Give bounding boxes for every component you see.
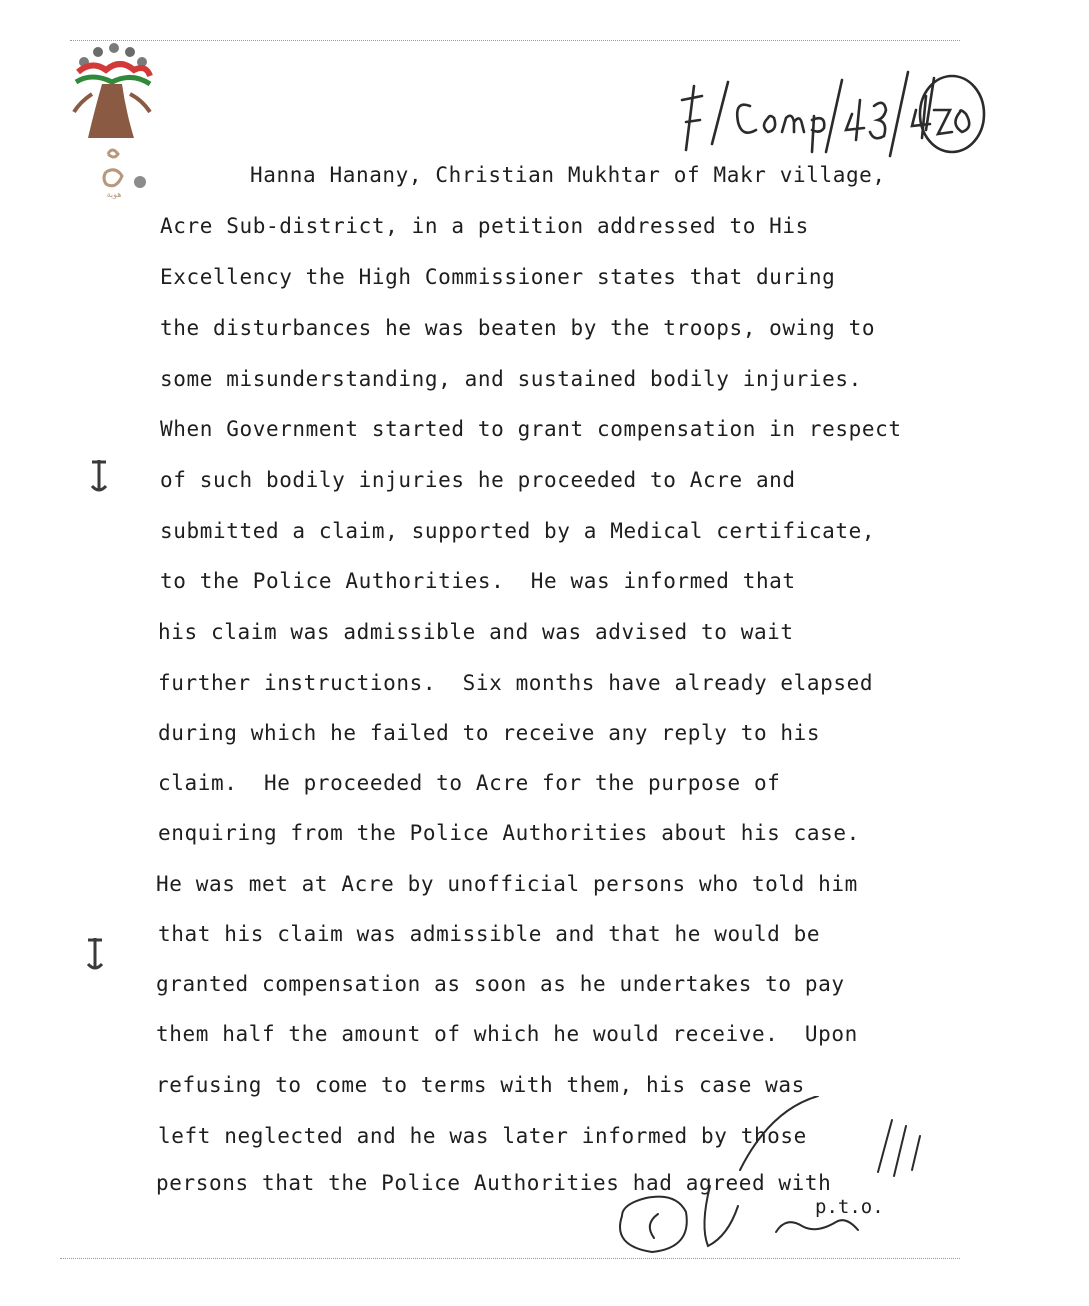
- paragraph-line: of such bodily injuries he proceeded to Acre and: [160, 468, 796, 492]
- reference-handwriting: [676, 60, 996, 170]
- tree-logo-icon: [62, 42, 162, 212]
- paragraph-line: Hanna Hanany, Christian Mukhtar of Makr village,: [250, 163, 886, 187]
- paragraph-line: left neglected and he was later informed by those: [158, 1124, 807, 1148]
- paragraph-line: to the Police Authorities. He was informed that: [160, 569, 796, 593]
- paragraph-line: his claim was admissible and was advised to wait: [158, 620, 794, 644]
- paragraph-line: Acre Sub-district, in a petition addressed to His: [160, 214, 809, 238]
- paragraph-line: the disturbances he was beaten by the troops, owing to: [160, 316, 876, 340]
- paragraph-line: during which he failed to receive any reply to his: [158, 721, 821, 745]
- paragraph-line: granted compensation as soon as he undertakes to pay: [156, 972, 845, 996]
- paragraph-line: that his claim was admissible and that he would be: [158, 922, 821, 946]
- margin-mark-icon: [88, 456, 110, 496]
- paragraph-line: enquiring from the Police Authorities about his case.: [158, 821, 860, 845]
- signature-scribble: [600, 1096, 950, 1256]
- paragraph-line: claim. He proceeded to Acre for the purpose of: [158, 771, 781, 795]
- bottom-dotted-rule: [60, 1258, 960, 1259]
- paragraph-line: refusing to come to terms with them, his case was: [156, 1073, 805, 1097]
- logo-caption: هوية: [106, 190, 122, 199]
- paragraph-line: them half the amount of which he would receive. Upon: [156, 1022, 858, 1046]
- paragraph-line: submitted a claim, supported by a Medical certificate,: [160, 519, 876, 543]
- paragraph-line: Excellency the High Commissioner states that during: [160, 265, 836, 289]
- top-dotted-rule: [70, 40, 960, 41]
- paragraph-line: He was met at Acre by unofficial persons who told him: [156, 872, 858, 896]
- margin-mark-icon: [84, 934, 106, 974]
- paragraph-line: some misunderstanding, and sustained bodily injuries.: [160, 367, 862, 391]
- paragraph-line: further instructions. Six months have already elapsed: [158, 671, 874, 695]
- page-turn-note: p.t.o.: [815, 1196, 884, 1218]
- paragraph-line: persons that the Police Authorities had agreed with: [156, 1171, 832, 1195]
- paragraph-line: When Government started to grant compensation in respect: [160, 417, 902, 441]
